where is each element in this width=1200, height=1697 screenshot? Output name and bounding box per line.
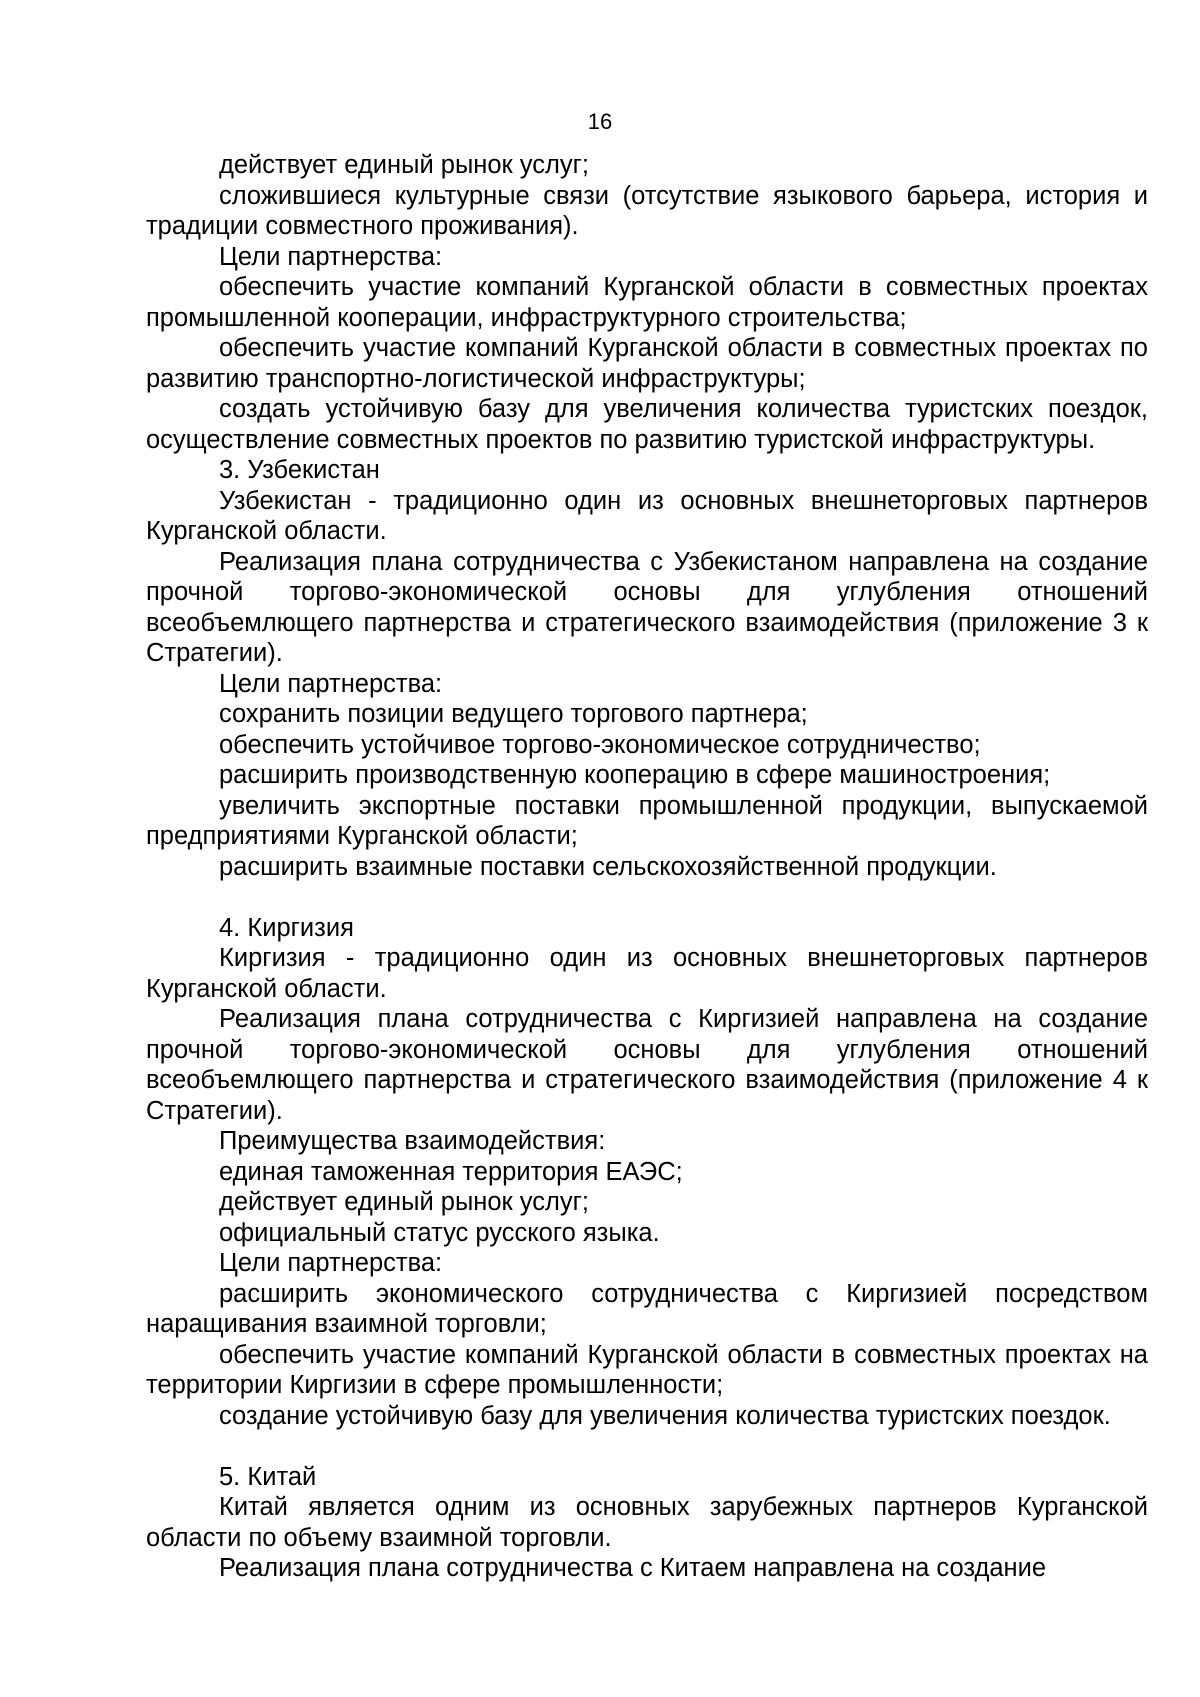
page-number: 16 [587,109,613,134]
list-item: обеспечить устойчивое торгово-экономическое сотрудничество; [219,730,981,759]
paragraph: Реализация плана сотрудничества с Узбекистаном направлена на создание прочной торгово-экономической основы для углубления отношений всеобъемлющего партнерства и стратегического взаимодействия (приложение 3 к Стратегии). [146,547,1148,667]
document-body [146,150,1148,1584]
section-heading: 4. Киргизия [219,913,354,942]
paragraph-spacer [146,1431,1148,1462]
section-subheading: Цели партнерства: [219,669,443,698]
section-subheading: Преимущества взаимодействия: [219,1127,606,1155]
list-item: расширить экономического сотрудничества с Киргизией посредством наращивания взаимной торговли; [146,1279,1148,1338]
list-item: обеспечить участие компаний Курганской области в совместных проектах промышленной кооперации, инфраструктурного строительства; [146,273,1148,332]
list-item: единая таможенная территория ЕАЭС; [219,1157,683,1186]
list-item: действует единый рынок услуг; [219,1188,590,1216]
section-subheading: Цели партнерства: [219,242,443,271]
paragraph: действует единый рынок услуг; [219,151,590,179]
list-item: расширить производственную кооперацию в сфере машиностроения; [219,761,1051,789]
paragraph: Реализация плана сотрудничества с Киргизией направлена на создание прочной торгово-экономической основы для углубления отношений всеобъемлющего партнерства и стратегического взаимодействия (приложение 4 к Стратегии). [146,1005,1148,1125]
section-heading: 5. Китай [219,1462,317,1491]
paragraph: Китай является одним из основных зарубежных партнеров Курганской области по объему взаимной торговли. [146,1493,1148,1552]
section-heading: 3. Узбекистан [219,456,380,484]
list-item: обеспечить участие компаний Курганской области в совместных проектах на территории Киргизии в сфере промышленности; [146,1340,1148,1399]
paragraph: Реализация плана сотрудничества с Китаем направлена на создание [219,1554,1047,1582]
list-item: создать устойчивую базу для увеличения количества туристских поездок, осуществление совместных проектов по развитию туристской инфраструктуры. [146,395,1148,454]
list-item: увеличить экспортные поставки промышленной продукции, выпускаемой предприятиями Курганской области; [146,791,1148,850]
list-item: создание устойчивую базу для увеличения количества туристских поездок. [219,1401,1111,1430]
list-item: сохранить позиции ведущего торгового партнера; [219,700,808,728]
section-subheading: Цели партнерства: [219,1249,443,1277]
list-item: расширить взаимные поставки сельскохозяйственной продукции. [219,852,997,881]
paragraph-spacer [146,882,1148,913]
list-item: обеспечить участие компаний Курганской области в совместных проектах по развитию транспортно-логистической инфраструктуры; [146,334,1148,393]
list-item: официальный статус русского языка. [219,1218,660,1247]
paragraph: Киргизия - традиционно один из основных внешнеторговых партнеров Курганской области. [146,944,1148,1003]
paragraph: Узбекистан - традиционно один из основных внешнеторговых партнеров Курганской области. [146,486,1148,545]
paragraph: сложившиеся культурные связи (отсутствие языкового барьера, история и традиции совместного проживания). [146,181,1148,240]
